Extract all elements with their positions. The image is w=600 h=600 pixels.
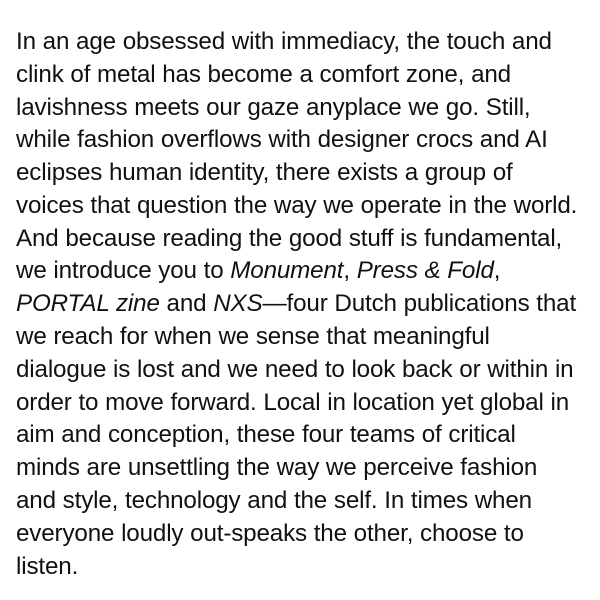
publication-title: PORTAL zine — [16, 290, 160, 318]
publication-title: Monument — [230, 257, 344, 285]
publication-title: NXS — [213, 290, 263, 318]
publication-title: Press & Fold — [356, 257, 494, 285]
intro-paragraph: In an age obsessed with immediacy, the touch and clink of metal has become a comfort zone, and lavishness meets our gaze anyplace we go. Still, while fashion overflows with designer crocs and AI eclipses human identity, there exists a group of voices that question the way we operate in the world. And because reading the good stuff is fundamental, we introduce you to Monument, Press & Fold, PORTAL zine and NXS—four Dutch publications that we reach for when we sense that meaningful dialogue is lost and we need to look back or within in order to move forward. Local in location yet global in aim and conception, these four teams of critical minds are unsettling the way we perceive fashion and style, technology and the self. In times when everyone loudly out-speaks the other, choose to listen. — [16, 28, 578, 580]
